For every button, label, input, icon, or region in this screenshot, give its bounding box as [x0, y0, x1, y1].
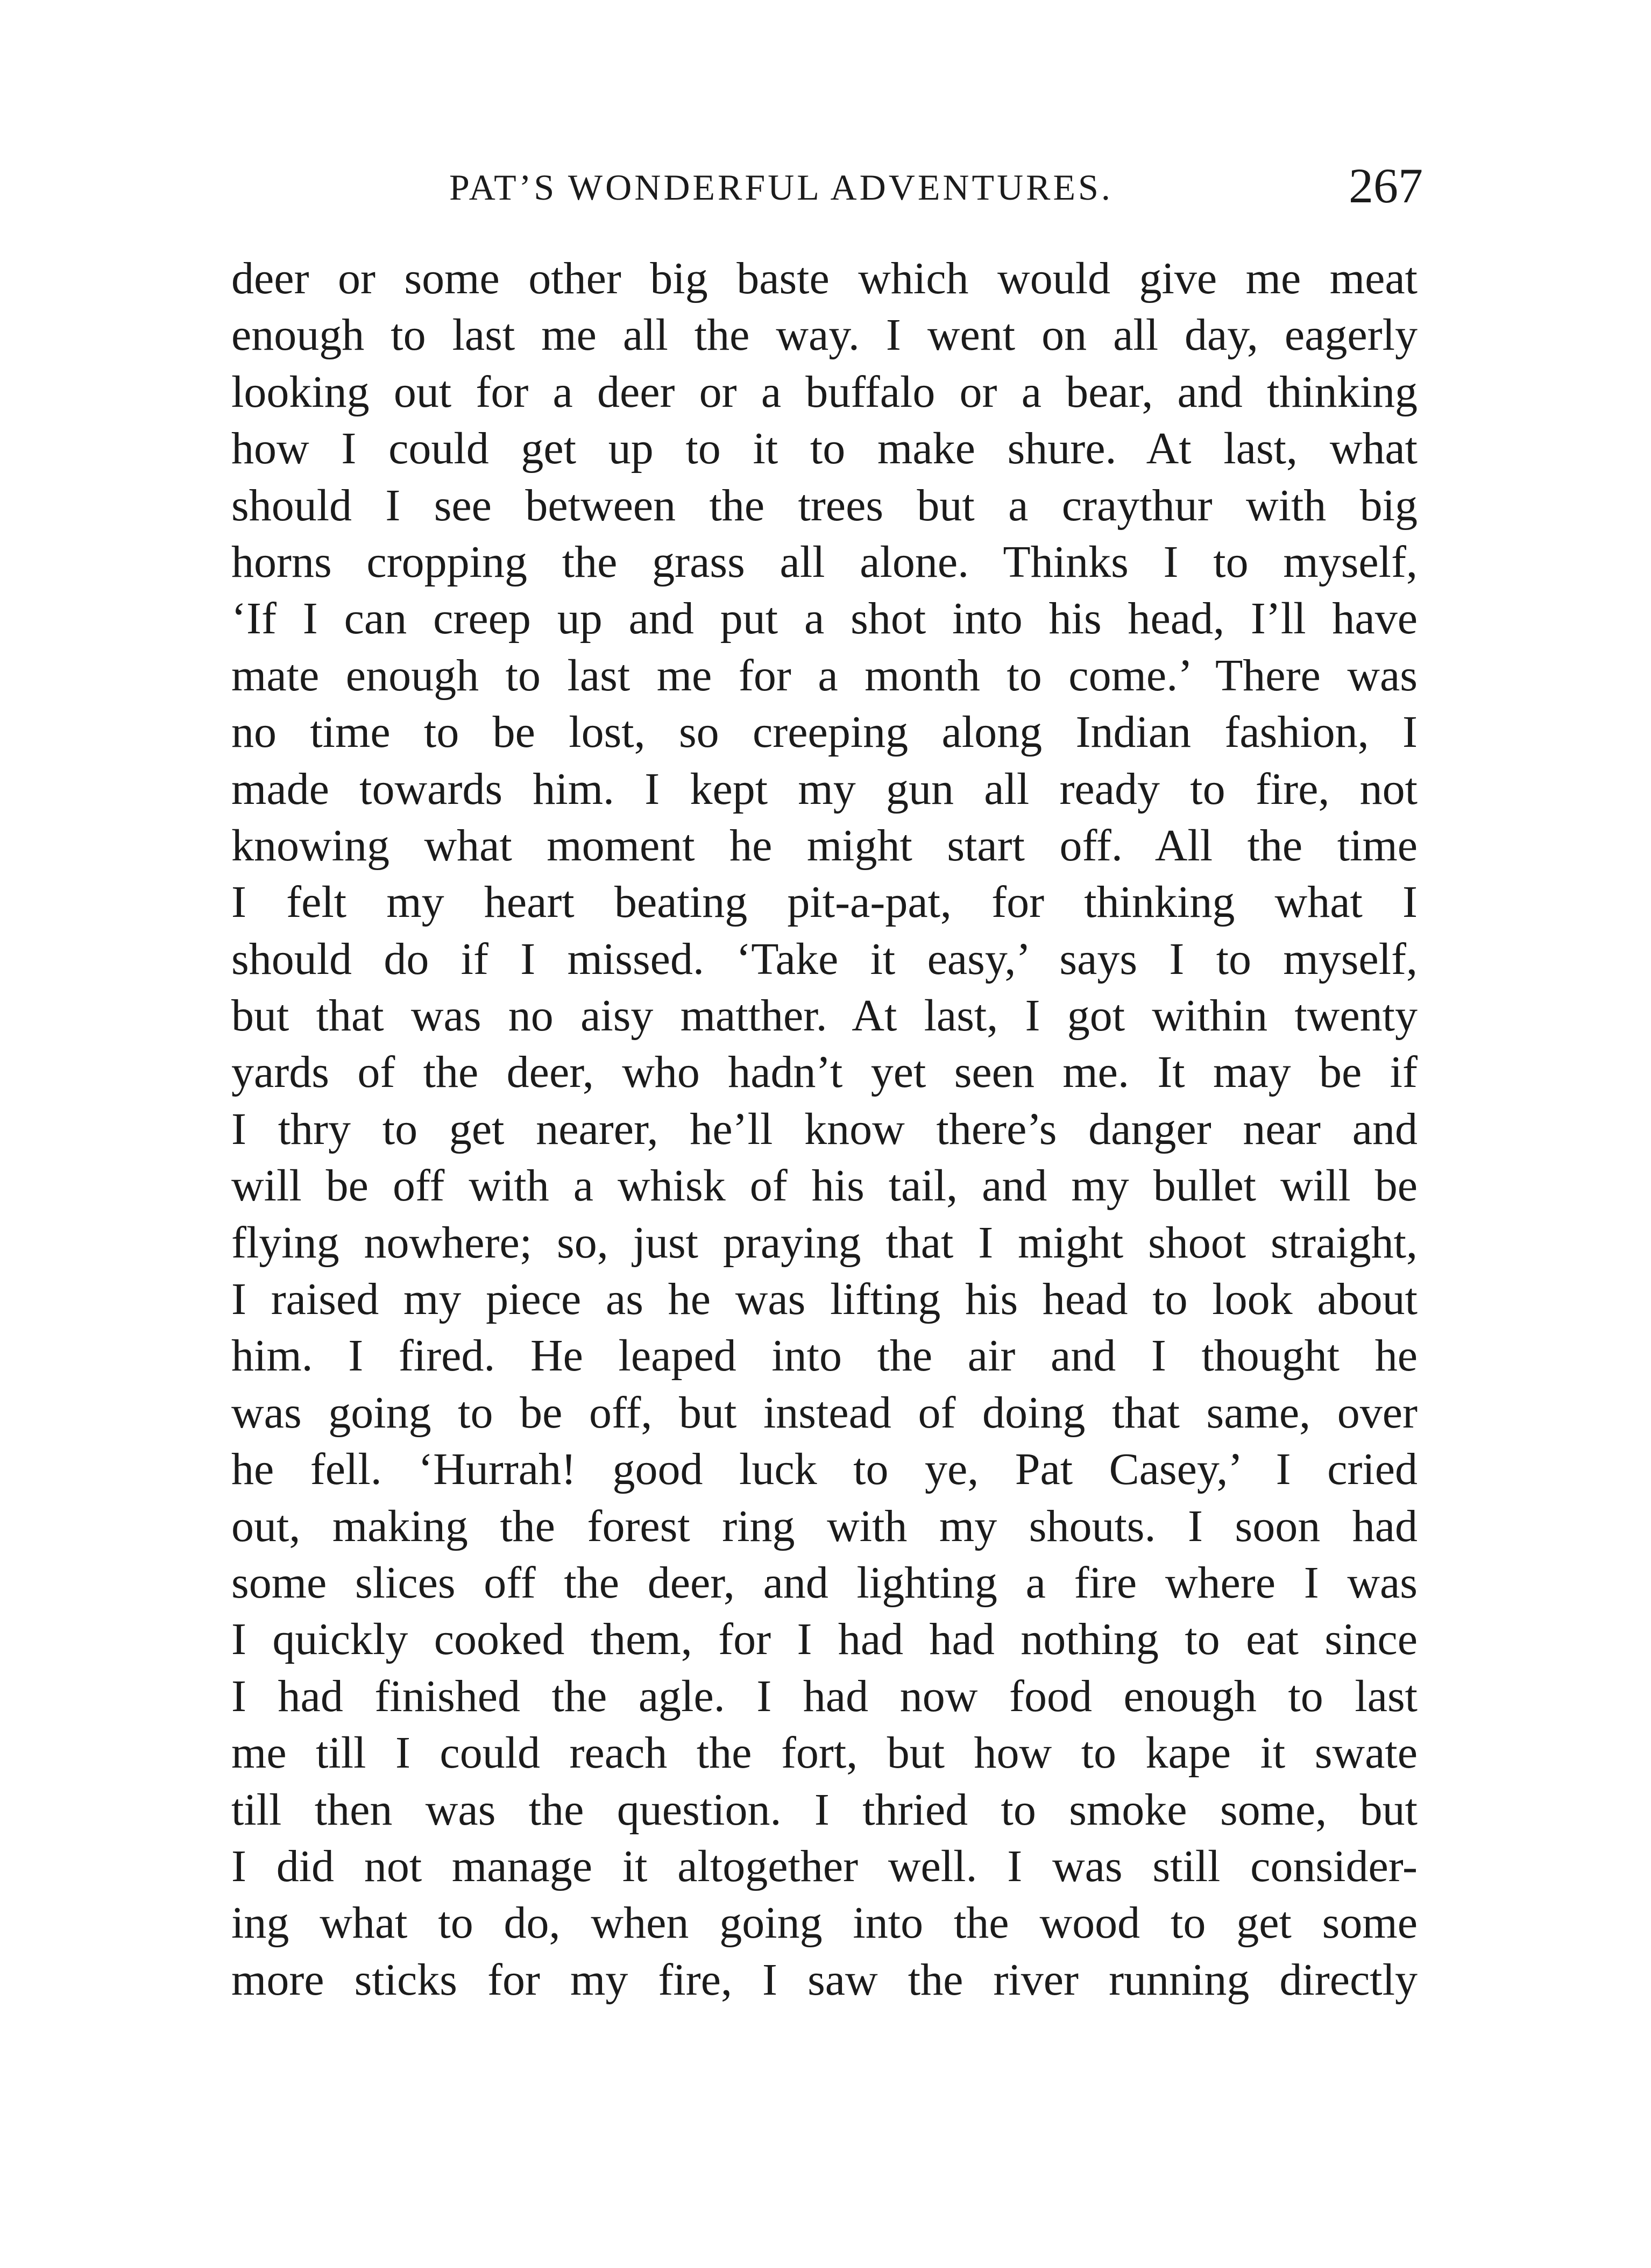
- text-line: enough to last me all the way. I went on all day, eagerly: [231, 310, 1418, 361]
- text-line: I thry to get nearer, he’ll know there’s danger near and: [231, 1104, 1418, 1154]
- text-line: no time to be lost, so creeping along Indian fashion, I: [231, 707, 1418, 758]
- text-line: was going to be off, but instead of doing that same, over: [231, 1387, 1418, 1438]
- text-line: I did not manage it altogether well. I was still consider-: [231, 1841, 1418, 1891]
- text-line: some slices off the deer, and lighting a fire where I was: [231, 1557, 1418, 1608]
- body-text: [231, 250, 1418, 2008]
- text-line: deer or some other big baste which would give me meat: [231, 253, 1418, 303]
- text-line: him. I fired. He leaped into the air and I thought he: [231, 1331, 1418, 1381]
- text-line: ing what to do, when going into the wood to get some: [231, 1898, 1418, 1948]
- text-line: till then was the question. I thried to smoke some, but: [231, 1784, 1418, 1835]
- text-line: mate enough to last me for a month to come.’ There was: [231, 650, 1418, 701]
- text-line: knowing what moment he might start off. All the time: [231, 820, 1418, 871]
- text-line: horns cropping the grass all alone. Thinks I to myself,: [231, 536, 1418, 587]
- text-line: I raised my piece as he was lifting his head to look about: [231, 1274, 1418, 1325]
- text-line: how I could get up to it to make shure. At last, what: [231, 423, 1418, 474]
- text-line: will be off with a whisk of his tail, and my bullet will be: [231, 1161, 1418, 1211]
- text-line: I felt my heart beating pit-a-pat, for thinking what I: [231, 877, 1418, 928]
- text-line: ‘If I can creep up and put a shot into his head, I’ll have: [231, 594, 1418, 644]
- text-line: should I see between the trees but a craythur with big: [231, 480, 1418, 531]
- text-line: made towards him. I kept my gun all ready to fire, not: [231, 764, 1418, 814]
- running-title: PAT’S WONDERFUL ADVENTURES.: [449, 167, 1113, 208]
- text-line: me till I could reach the fort, but how to kape it swate: [231, 1728, 1418, 1778]
- text-line: out, making the forest ring with my shouts. I soon had: [231, 1501, 1418, 1551]
- text-line: he fell. ‘Hurrah! good luck to ye, Pat Casey,’ I cried: [231, 1444, 1418, 1495]
- text-line: flying nowhere; so, just praying that I might shoot straight,: [231, 1217, 1418, 1268]
- text-line: more sticks for my fire, I saw the river running directly: [231, 1954, 1418, 2005]
- text-line: should do if I missed. ‘Take it easy,’ says I to myself,: [231, 934, 1418, 984]
- text-line: yards of the deer, who hadn’t yet seen me. It may be if: [231, 1047, 1418, 1098]
- text-line: I had finished the agle. I had now food enough to last: [231, 1671, 1418, 1721]
- running-head: [234, 156, 1423, 215]
- page-number: 267: [1349, 158, 1423, 213]
- text-line: but that was no aisy matther. At last, I got within twenty: [231, 991, 1418, 1041]
- text-line: I quickly cooked them, for I had had nothing to eat since: [231, 1614, 1418, 1665]
- text-line: looking out for a deer or a buffalo or a bear, and thinking: [231, 366, 1418, 417]
